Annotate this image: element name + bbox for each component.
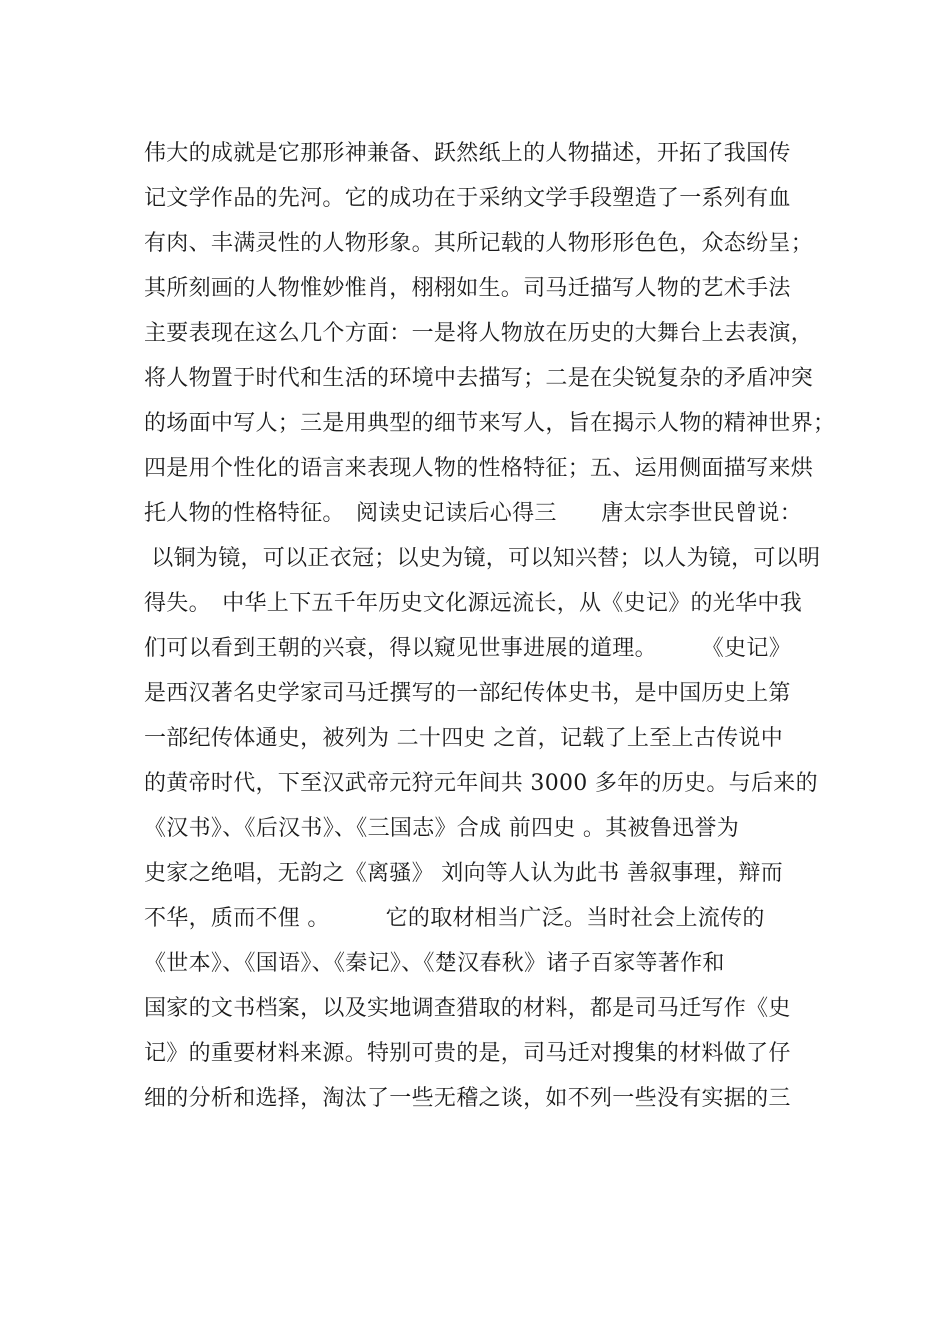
text-line: 一部纪传体通史，被列为 二十四史 之首，记载了上至上古传说中 [144, 726, 783, 751]
text-line: 四是用个性化的语言来表现人物的性格特征；五、运用侧面描写来烘 [144, 456, 814, 481]
text-line: 记》的重要材料来源。特别可贵的是，司马迁对搜集的材料做了仔 [144, 1041, 791, 1066]
text-line: 不华，质而不俚 。 它的取材相当广泛。当时社会上流传的 [144, 906, 765, 931]
text-line: 以铜为镜，可以正衣冠；以史为镜，可以知兴替；以人为镜，可以明 [144, 546, 821, 571]
text-line: 史家之绝唱，无韵之《离骚》 刘向等人认为此书 善叙事理，辩而 [144, 861, 783, 886]
text-line: 记文学作品的先河。它的成功在于采纳文学手段塑造了一系列有血 [144, 186, 791, 211]
text-line: 国家的文书档案，以及实地调查猎取的材料，都是司马迁写作《史 [144, 996, 791, 1021]
text-line: 其所刻画的人物惟妙惟肖，栩栩如生。司马迁描写人物的艺术手法 [144, 276, 791, 301]
text-line: 《汉书》、《后汉书》、《三国志》合成 前四史 。其被鲁迅誉为 [144, 816, 739, 841]
text-line: 的黄帝时代，下至汉武帝元狩元年间共 3000 多年的历史。与后来的 [144, 771, 818, 796]
text-line: 细的分析和选择，淘汰了一些无稽之谈，如不列一些没有实据的三 [144, 1086, 791, 1111]
text-line: 们可以看到王朝的兴衰，得以窥见世事进展的道理。 《史记》 [144, 636, 792, 661]
text-line: 伟大的成就是它那形神兼备、跃然纸上的人物描述，开拓了我国传 [144, 141, 791, 166]
body-text [144, 131, 836, 1121]
text-line: 托人物的性格特征。 阅读史记读后心得三 唐太宗李世民曾说： [144, 501, 803, 526]
text-line: 得失。 中华上下五千年历史文化源远流长，从《史记》的光华中我 [144, 591, 803, 616]
text-line: 主要表现在这么几个方面：一是将人物放在历史的大舞台上去表演， [144, 321, 814, 346]
text-line: 是西汉著名史学家司马迁撰写的一部纪传体史书，是中国历史上第 [144, 681, 791, 706]
text-line: 将人物置于时代和生活的环境中去描写；二是在尖锐复杂的矛盾冲突 [144, 366, 814, 391]
text-line: 的场面中写人；三是用典型的细节来写人，旨在揭示人物的精神世界； [144, 411, 836, 436]
text-line: 《世本》、《国语》、《秦记》、《楚汉春秋》诸子百家等著作和 [144, 951, 725, 976]
text-line: 有肉、丰满灵性的人物形象。其所记载的人物形形色色，众态纷呈； [144, 231, 814, 256]
